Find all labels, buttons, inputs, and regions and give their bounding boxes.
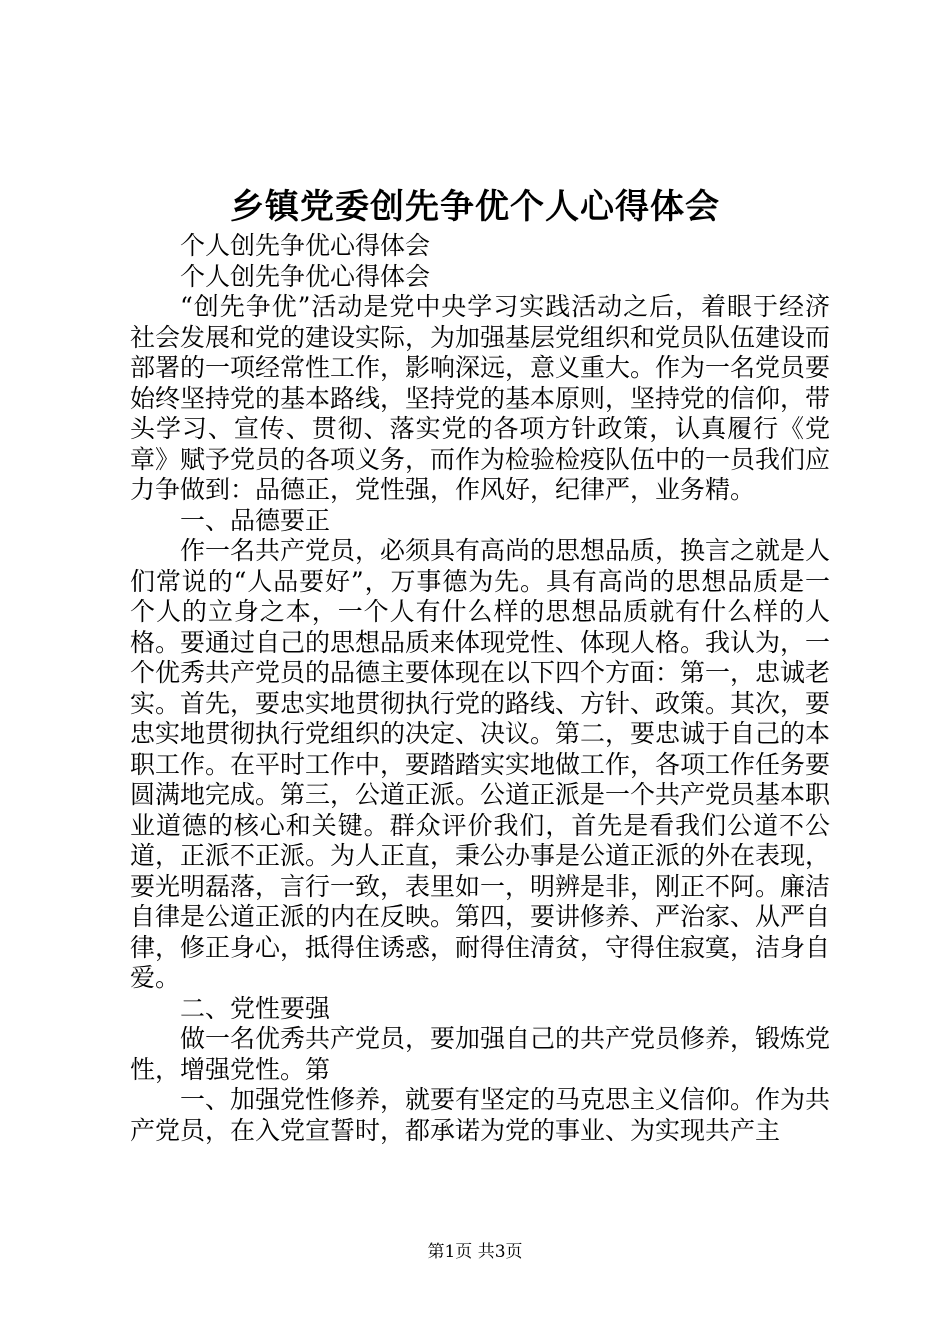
document-body <box>130 231 830 1146</box>
paragraph: “创先争优”活动是党中央学习实践活动之后，着眼于经济社会发展和党的建设实际，为加强基层党组织和党员队伍建设而部署的一项经常性工作，影响深远，意义重大。作为一名党员要始终坚持党的基本路线，坚持党的基本原则，坚持党的信仰，带头学习、宣传、贯彻、落实党的各项方针政策，认真履行《党章》赋予党员的各项义务，而作为检验检疫队伍中的一员我们应力争做到：品德正，党性强，作风好，纪律严，业务精。 <box>130 292 831 504</box>
paragraph: 个人创先争优心得体会 <box>180 261 431 291</box>
paragraph: 个人创先争优心得体会 <box>180 231 431 260</box>
paragraph: 一、加强党性修养，就要有坚定的马克思主义信仰。作为共产党员，在入党宣誓时，都承诺为党的事业、为实现共产主 <box>130 1085 831 1145</box>
section-heading: 二、党性要强 <box>180 993 331 1023</box>
document-title: 乡镇党委创先争优个人心得体会 <box>230 187 720 227</box>
section-heading: 一、品德要正 <box>180 505 331 535</box>
paragraph: 作一名共产党员，必须具有高尚的思想品质，换言之就是人们常说的“人品要好”，万事德为先。具有高尚的思想品质是一个人的立身之本，一个人有什么样的思想品质就有什么样的人格。要通过自己的思想品质来体现党性、体现人格。我认为，一个优秀共产党员的品德主要体现在以下四个方面：第一，忠诚老实。首先，要忠实地贯彻执行党的路线、方针、政策。其次，要忠实地贯彻执行党组织的决定、决议。第二，要忠诚于自己的本职工作。在平时工作中，要踏踏实实地做工作，各项工作任务要圆满地完成。第三，公道正派。公道正派是一个共产党员基本职业道德的核心和关键。群众评价我们，首先是看我们公道不公道，正派不正派。为人正直，秉公办事是公道正派的外在表现，要光明磊落，言行一致，表里如一，明辨是非，刚正不阿。廉洁自律是公道正派的内在反映。第四，要讲修养、严治家、从严自律，修正身心，抵得住诱惑，耐得住清贫，守得住寂寞，洁身自爱。 <box>130 536 831 992</box>
page-footer: 第1页 共3页 <box>427 1242 523 1262</box>
paragraph: 做一名优秀共产党员，要加强自己的共产党员修养，锻炼党性，增强党性。第 <box>130 1024 831 1084</box>
